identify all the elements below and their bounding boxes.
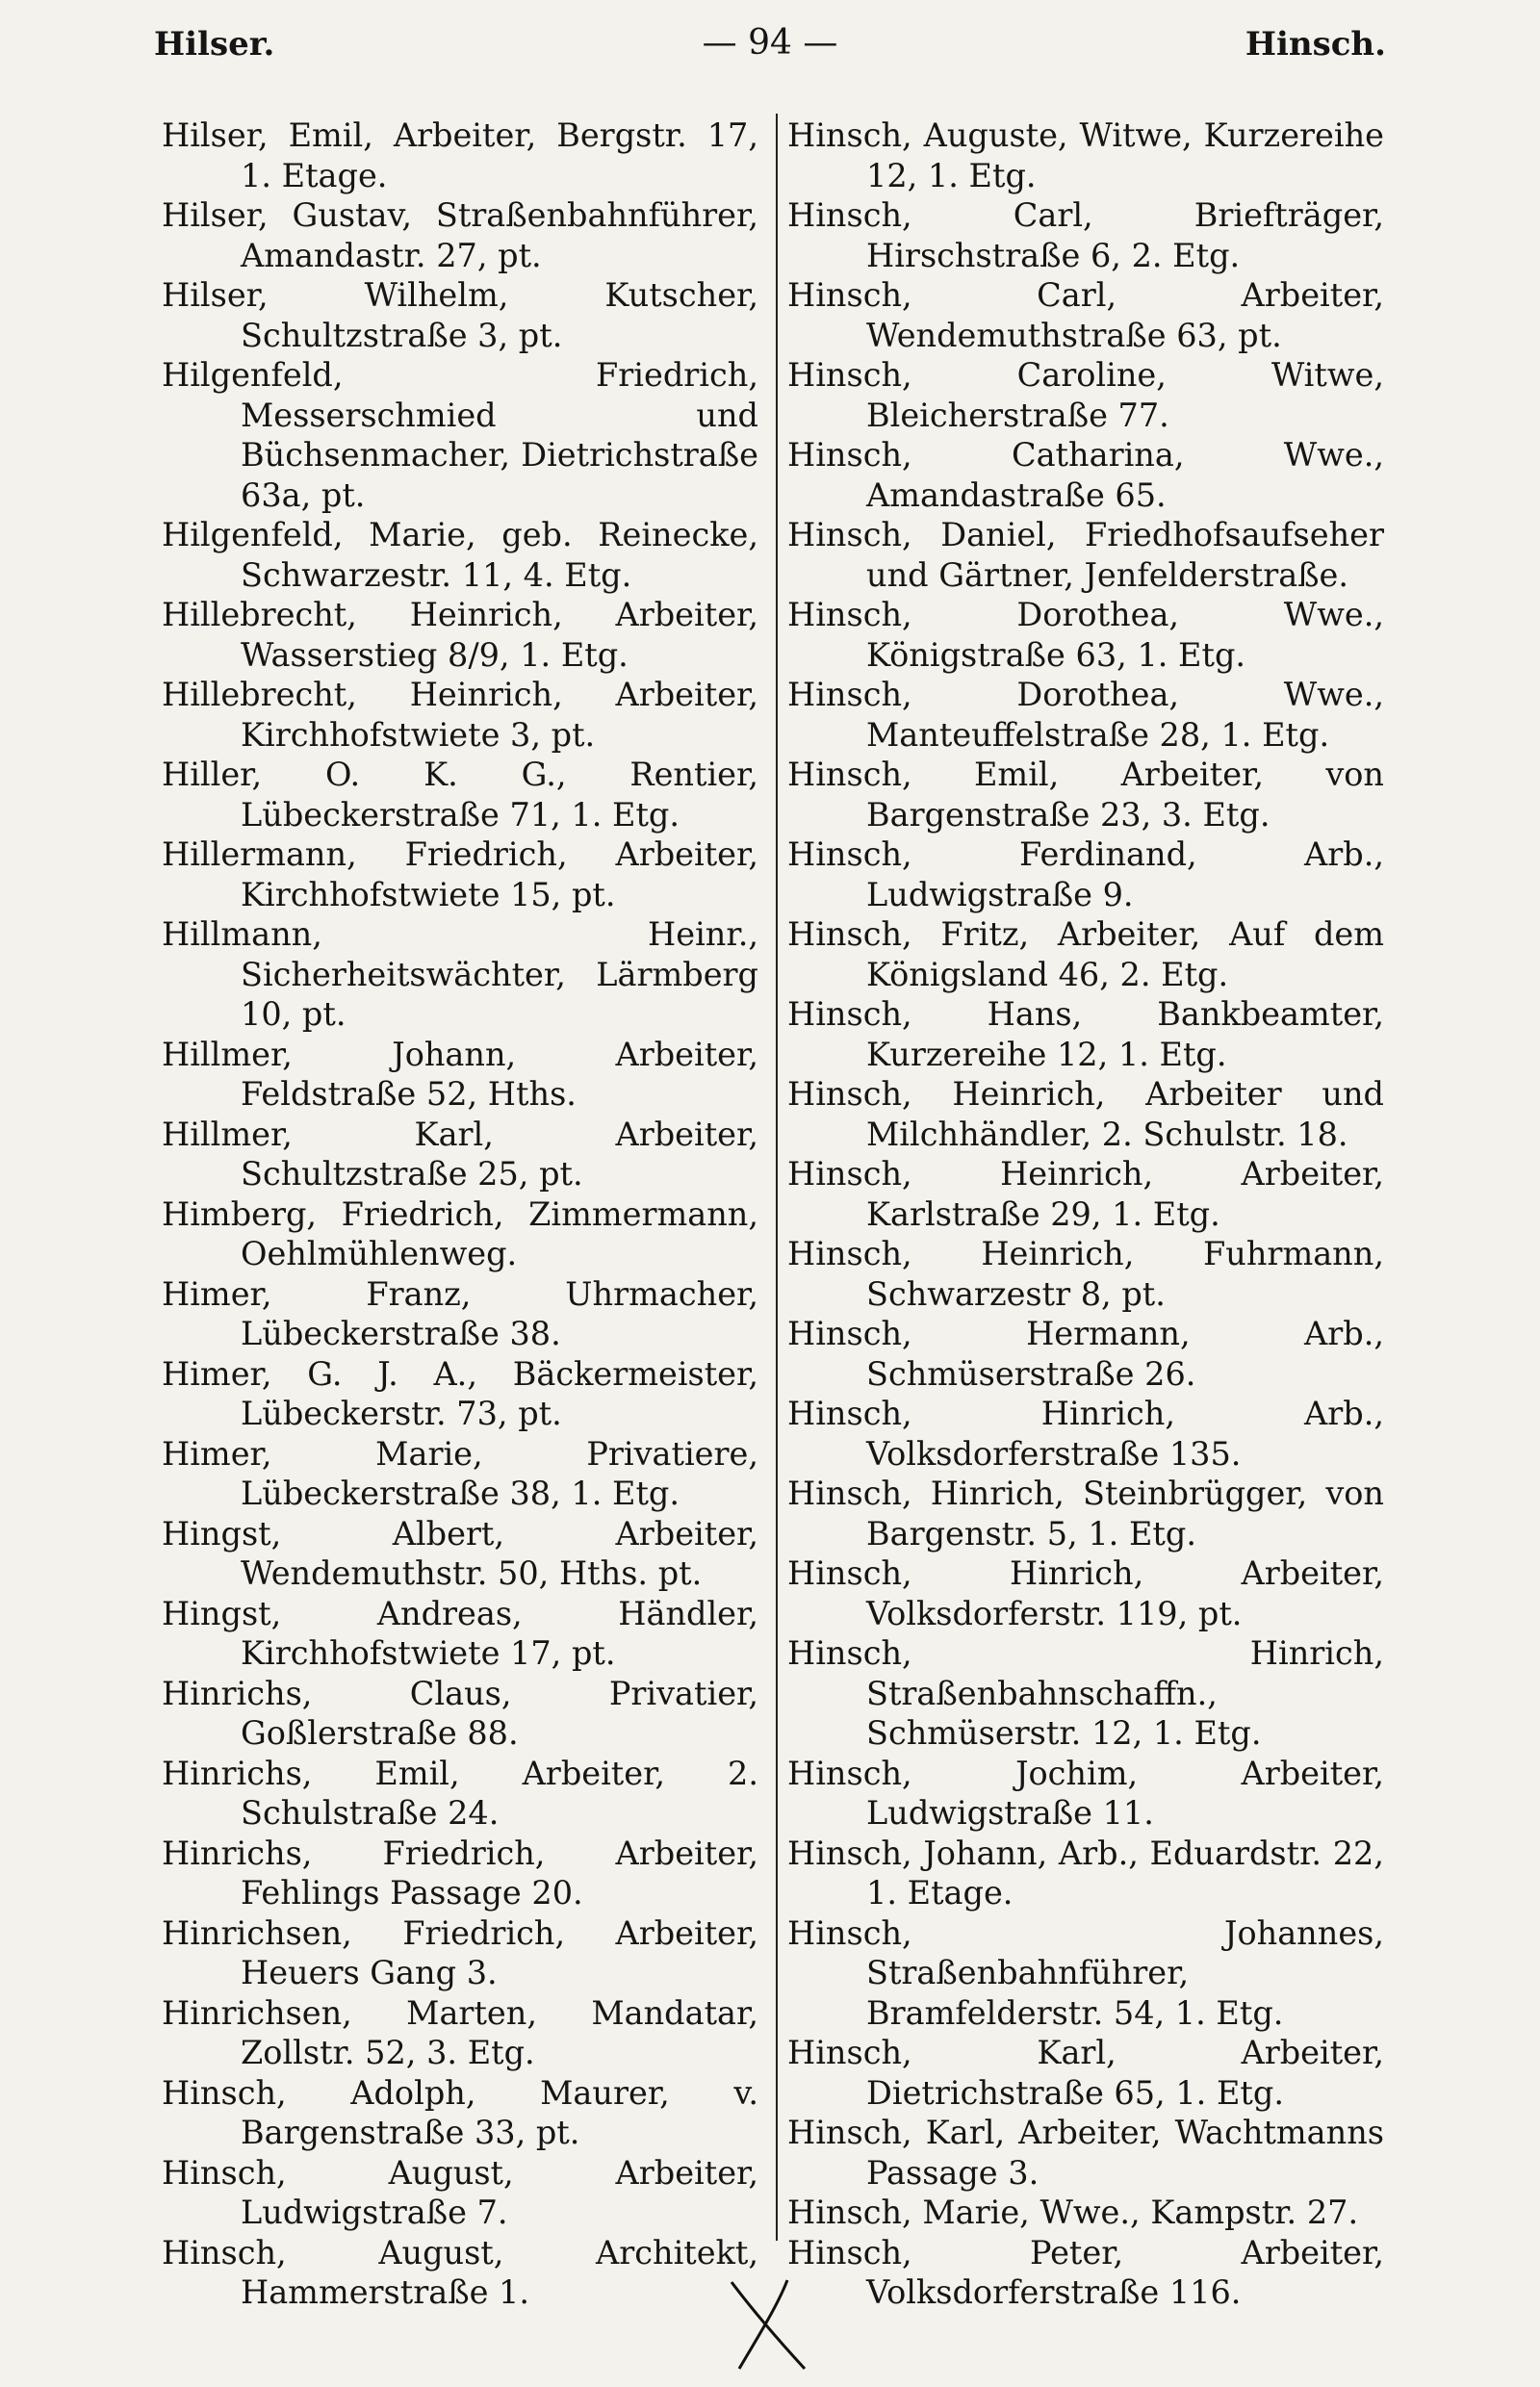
directory-entry: Hillmann, Heinr., Sicherheitswächter, Lärmberg 10, pt.	[162, 915, 758, 1033]
directory-entry: Hinsch, Dorothea, Wwe., Manteuffelstraße 28, 1. Etg.	[787, 676, 1384, 754]
directory-entry: Hillebrecht, Heinrich, Arbeiter, Kirchhofstwiete 3, pt.	[162, 676, 758, 754]
directory-entry: Hinrichs, Emil, Arbeiter, 2. Schulstraße 24.	[162, 1754, 758, 1832]
directory-entry: Himer, Marie, Privatiere, Lübeckerstraße 38, 1. Etg.	[162, 1434, 758, 1512]
directory-entry: Hinsch, Daniel, Friedhofsaufseher und Gärtner, Jenfelderstraße.	[787, 516, 1384, 594]
directory-entry: Hillmer, Johann, Arbeiter, Feldstraße 52, Hths.	[162, 1035, 758, 1113]
directory-entry: Hinsch, Johann, Arb., Eduardstr. 22, 1. Etage.	[787, 1834, 1384, 1912]
directory-entry: Hinsch, Hinrich, Arbeiter, Volksdorferstr. 119, pt.	[787, 1554, 1384, 1632]
directory-entry: Hillermann, Friedrich, Arbeiter, Kirchhofstwiete 15, pt.	[162, 835, 758, 913]
directory-entry: Hinsch, August, Architekt, Hammerstraße 1.	[162, 2233, 758, 2311]
directory-entry: Himer, G. J. A., Bäckermeister, Lübeckerstr. 73, pt.	[162, 1354, 758, 1432]
directory-entry: Hilser, Wilhelm, Kutscher, Schultzstraße 3, pt.	[162, 276, 758, 354]
directory-entry: Hinsch, Emil, Arbeiter, von Bargenstraße 23, 3. Etg.	[787, 756, 1384, 834]
directory-entry: Hinsch, Marie, Wwe., Kampstr. 27.	[787, 2194, 1359, 2231]
directory-entry: Hinsch, Catharina, Wwe., Amandastraße 65.	[787, 436, 1384, 514]
directory-entry: Hinsch, Dorothea, Wwe., Königstraße 63, 1. Etg.	[787, 596, 1384, 674]
directory-entry: Hinsch, August, Arbeiter, Ludwigstraße 7.	[162, 2153, 758, 2231]
directory-entry: Hinsch, Johannes, Straßenbahnführer, Bramfelderstr. 54, 1. Etg.	[787, 1913, 1384, 2032]
directory-entry: Hinsch, Hans, Bankbeamter, Kurzereihe 12, 1. Etg.	[787, 995, 1384, 1073]
directory-entry: Hinsch, Fritz, Arbeiter, Auf dem Königsland 46, 2. Etg.	[787, 915, 1384, 993]
directory-entry: Hinsch, Heinrich, Fuhrmann, Schwarzestr 8, pt.	[787, 1235, 1384, 1313]
directory-entry: Hinsch, Heinrich, Arbeiter, Karlstraße 29, 1. Etg.	[787, 1155, 1384, 1233]
directory-entry: Hinsch, Carl, Arbeiter, Wendemuthstraße 63, pt.	[787, 276, 1384, 354]
directory-entry: Hinsch, Adolph, Maurer, v. Bargenstraße 33, pt.	[162, 2073, 758, 2151]
directory-entry: Hinsch, Hinrich, Steinbrügger, von Bargenstr. 5, 1. Etg.	[787, 1475, 1384, 1553]
directory-entry: Hinsch, Jochim, Arbeiter, Ludwigstraße 11.	[787, 1754, 1384, 1832]
directory-entry: Hinsch, Peter, Arbeiter, Volksdorferstraße 116.	[787, 2233, 1384, 2311]
running-head-right: Hinsch.	[1245, 25, 1386, 64]
directory-entry: Hillebrecht, Heinrich, Arbeiter, Wasserstieg 8/9, 1. Etg.	[162, 596, 758, 674]
page-number: — 94 —	[702, 23, 838, 63]
directory-entry: Hinrichs, Friedrich, Arbeiter, Fehlings Passage 20.	[162, 1834, 758, 1912]
directory-entry: Hilser, Gustav, Straßenbahnführer, Amandastr. 27, pt.	[162, 196, 758, 274]
directory-entry: Hinsch, Hermann, Arb., Schmüserstraße 26.	[787, 1315, 1384, 1393]
directory-entry: Hinsch, Carl, Briefträger, Hirschstraße 6, 2. Etg.	[787, 196, 1384, 274]
directory-entry: Himberg, Friedrich, Zimmermann, Oehlmühlenweg.	[162, 1194, 758, 1272]
column-divider	[776, 114, 778, 2241]
directory-entry: Hinsch, Karl, Arbeiter, Dietrichstraße 65, 1. Etg.	[787, 2034, 1384, 2112]
right-column	[787, 116, 1384, 2313]
directory-entry: Himer, Franz, Uhrmacher, Lübeckerstraße 38.	[162, 1274, 758, 1352]
directory-entry: Hinrichsen, Marten, Mandatar, Zollstr. 52, 3. Etg.	[162, 1993, 758, 2071]
directory-entry: Hinsch, Ferdinand, Arb., Ludwigstraße 9.	[787, 835, 1384, 913]
directory-entry: Hingst, Albert, Arbeiter, Wendemuthstr. 50, Hths. pt.	[162, 1514, 758, 1592]
directory-entry: Hinsch, Auguste, Witwe, Kurzereihe 12, 1. Etg.	[787, 116, 1384, 194]
directory-entry: Hinsch, Heinrich, Arbeiter und Milchhändler, 2. Schulstr. 18.	[787, 1075, 1384, 1153]
directory-entry: Hingst, Andreas, Händler, Kirchhofstwiete 17, pt.	[162, 1594, 758, 1672]
directory-entry: Hilgenfeld, Friedrich, Messerschmied und Büchsenmacher, Dietrichstraße 63a, pt.	[162, 356, 758, 514]
directory-entry: Hinrichs, Claus, Privatier, Goßlerstraße 88.	[162, 1674, 758, 1752]
directory-entry: Hinsch, Hinrich, Arb., Volksdorferstraße 135.	[787, 1395, 1384, 1473]
directory-entry: Hiller, O. K. G., Rentier, Lübeckerstraße 71, 1. Etg.	[162, 756, 758, 834]
directory-entry: Hillmer, Karl, Arbeiter, Schultzstraße 25, pt.	[162, 1115, 758, 1193]
directory-entry: Hinsch, Caroline, Witwe, Bleicherstraße 77.	[787, 356, 1384, 434]
directory-entry: Hinsch, Hinrich, Straßenbahnschaffn., Schmüserstr. 12, 1. Etg.	[787, 1634, 1384, 1752]
left-column	[162, 116, 758, 2313]
running-head-left: Hilser.	[154, 25, 275, 64]
directory-entry: Hinrichsen, Friedrich, Arbeiter, Heuers Gang 3.	[162, 1913, 758, 1991]
directory-entry: Hilser, Emil, Arbeiter, Bergstr. 17, 1. Etage.	[162, 116, 758, 194]
directory-entry: Hilgenfeld, Marie, geb. Reinecke, Schwarzestr. 11, 4. Etg.	[162, 516, 758, 594]
directory-entry: Hinsch, Karl, Arbeiter, Wachtmanns Passage 3.	[787, 2114, 1384, 2192]
handwritten-x-mark	[720, 2276, 812, 2373]
